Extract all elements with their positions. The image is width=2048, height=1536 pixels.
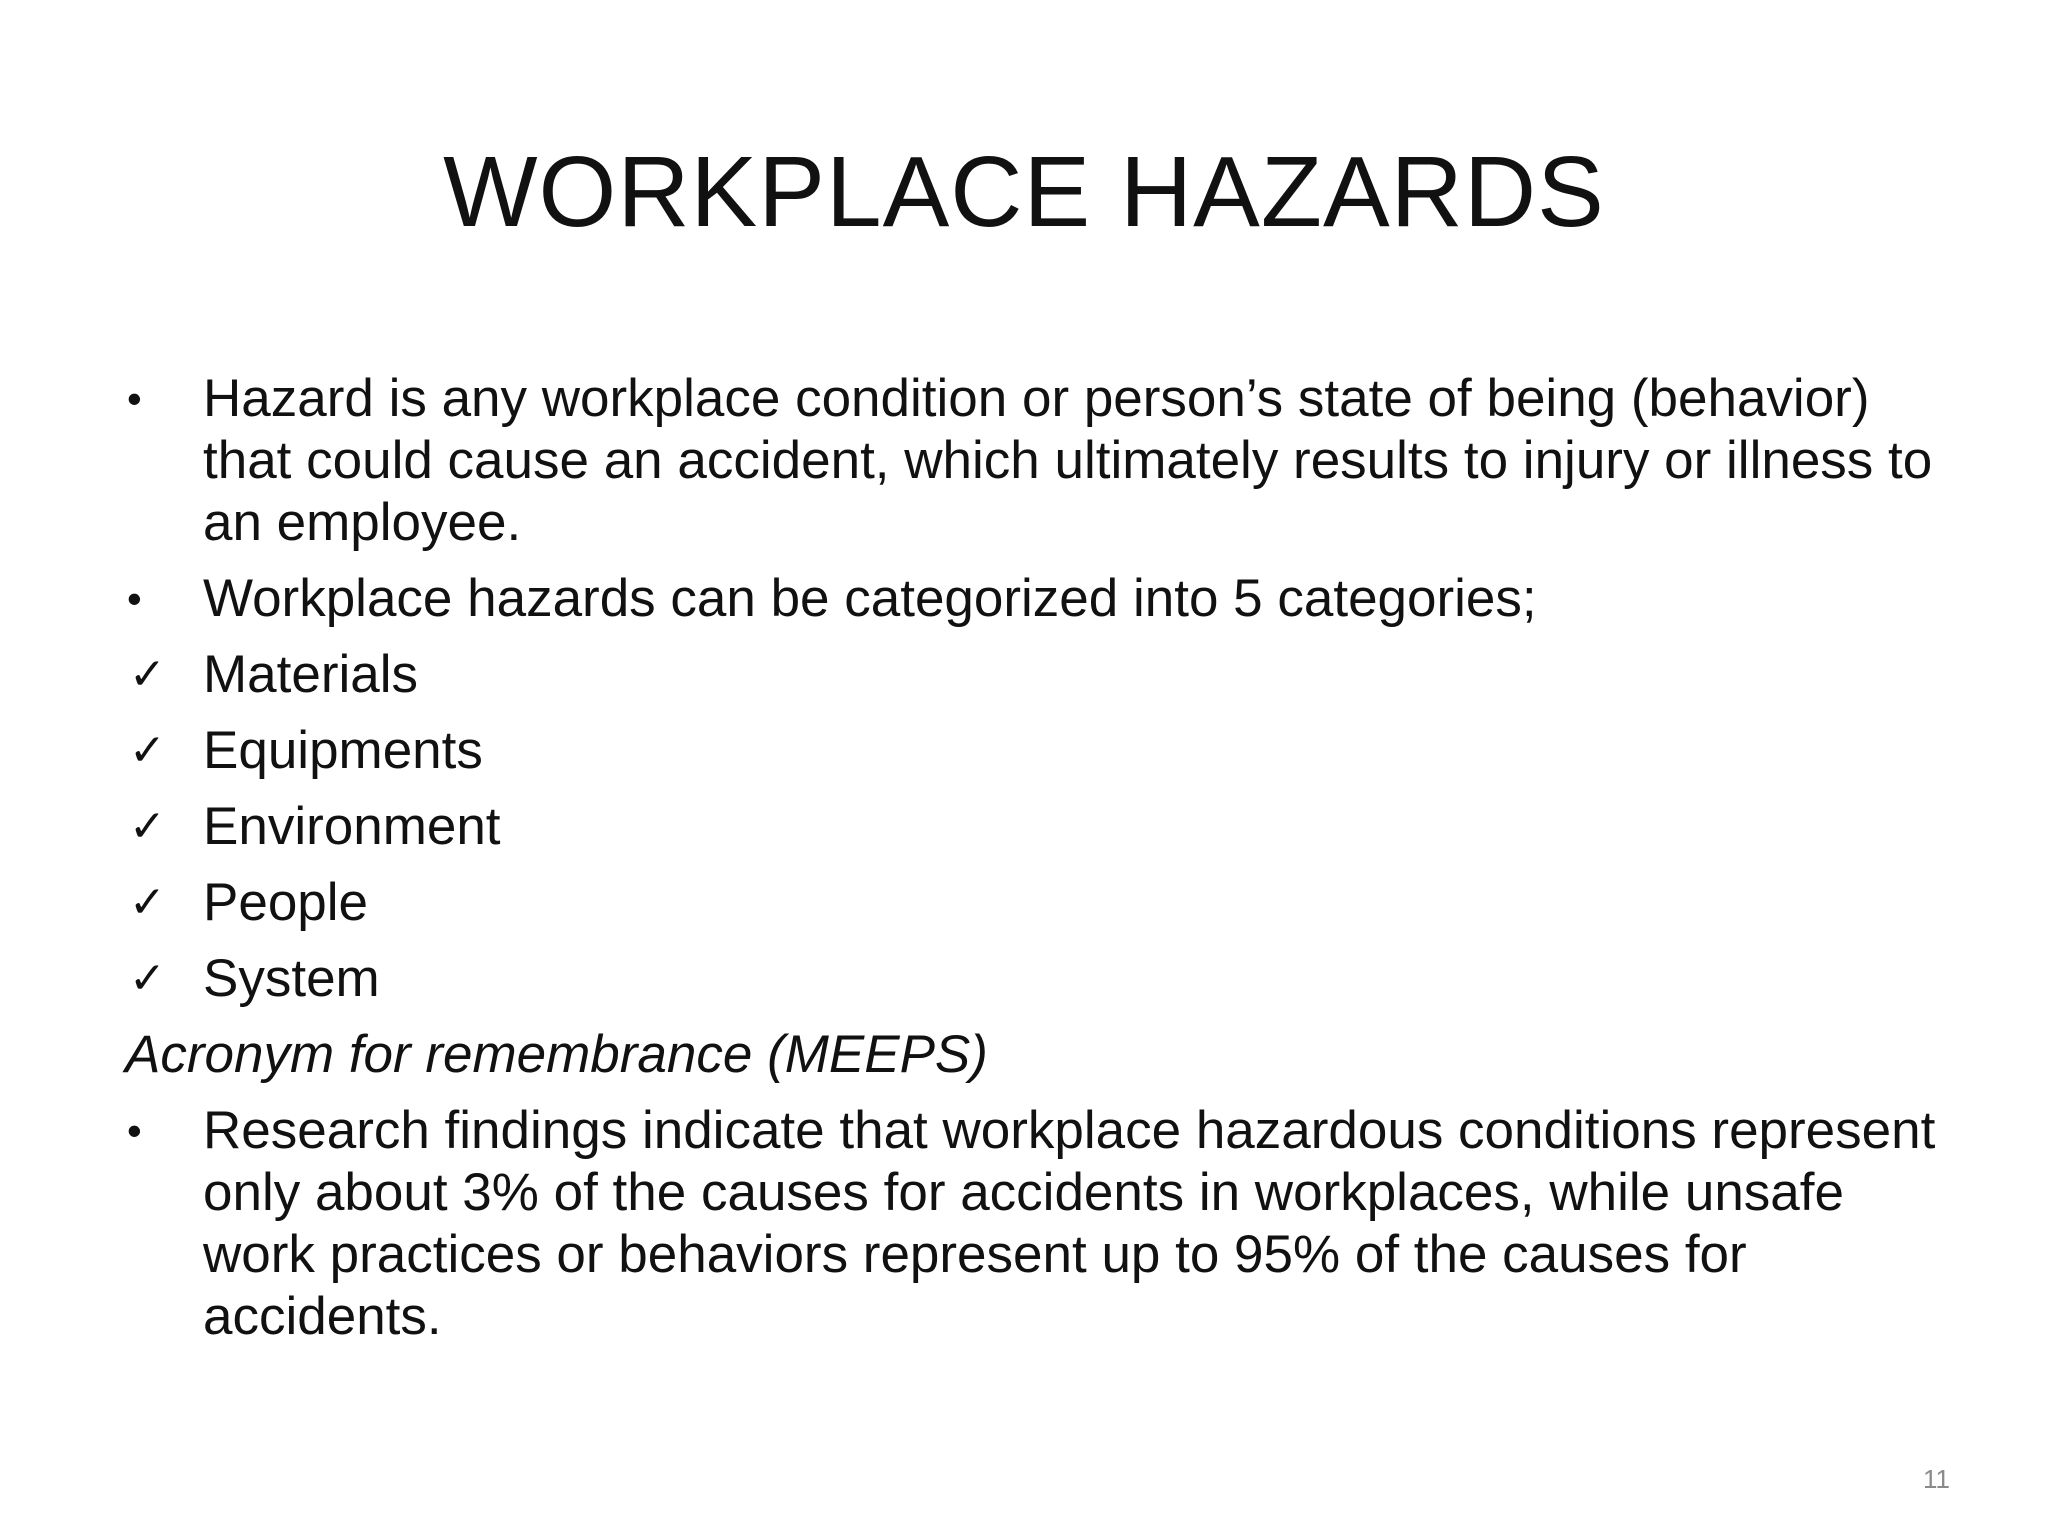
checkmark-icon: ✓: [129, 953, 166, 1004]
bullet-icon: •: [127, 375, 142, 422]
checklist-text: System: [203, 949, 380, 1008]
checklist-item: [125, 872, 1945, 934]
slide-title: WORKPLACE HAZARDS: [443, 136, 1605, 248]
bullet-text: Research findings indicate that workplace hazardous conditions represent only about 3% of the causes for accidents in workplaces, while unsafe work practices or behaviors represent up to 95% of the causes for accidents.: [203, 1101, 1936, 1346]
bullet-item: [125, 568, 1945, 630]
slide-body: [125, 368, 1945, 1348]
checklist-item: [125, 948, 1945, 1010]
checkmark-icon: ✓: [129, 877, 166, 928]
bullet-text: Workplace hazards can be categorized into 5 categories;: [203, 569, 1537, 628]
checklist-text: Equipments: [203, 721, 483, 780]
checkmark-icon: ✓: [129, 725, 166, 776]
checklist-item: [125, 796, 1945, 858]
bullet-item: [125, 368, 1945, 554]
bullet-icon: •: [127, 1107, 142, 1154]
bullet-text: Hazard is any workplace condition or person’s state of being (behavior) that could cause an accident, which ultimately results to injury or illness to an employee.: [203, 369, 1933, 552]
checklist-text: Materials: [203, 645, 419, 704]
checkmark-icon: ✓: [129, 801, 166, 852]
checklist-text: Environment: [203, 797, 501, 856]
checklist-item: [125, 644, 1945, 706]
checkmark-icon: ✓: [129, 649, 166, 700]
checklist-text: People: [203, 873, 369, 932]
bullet-icon: •: [127, 575, 142, 622]
bullet-item: [125, 1100, 1945, 1348]
acronym-note: Acronym for remembrance (MEEPS): [125, 1025, 988, 1084]
checklist-item: [125, 720, 1945, 782]
page-number: 11: [1923, 1464, 1950, 1494]
